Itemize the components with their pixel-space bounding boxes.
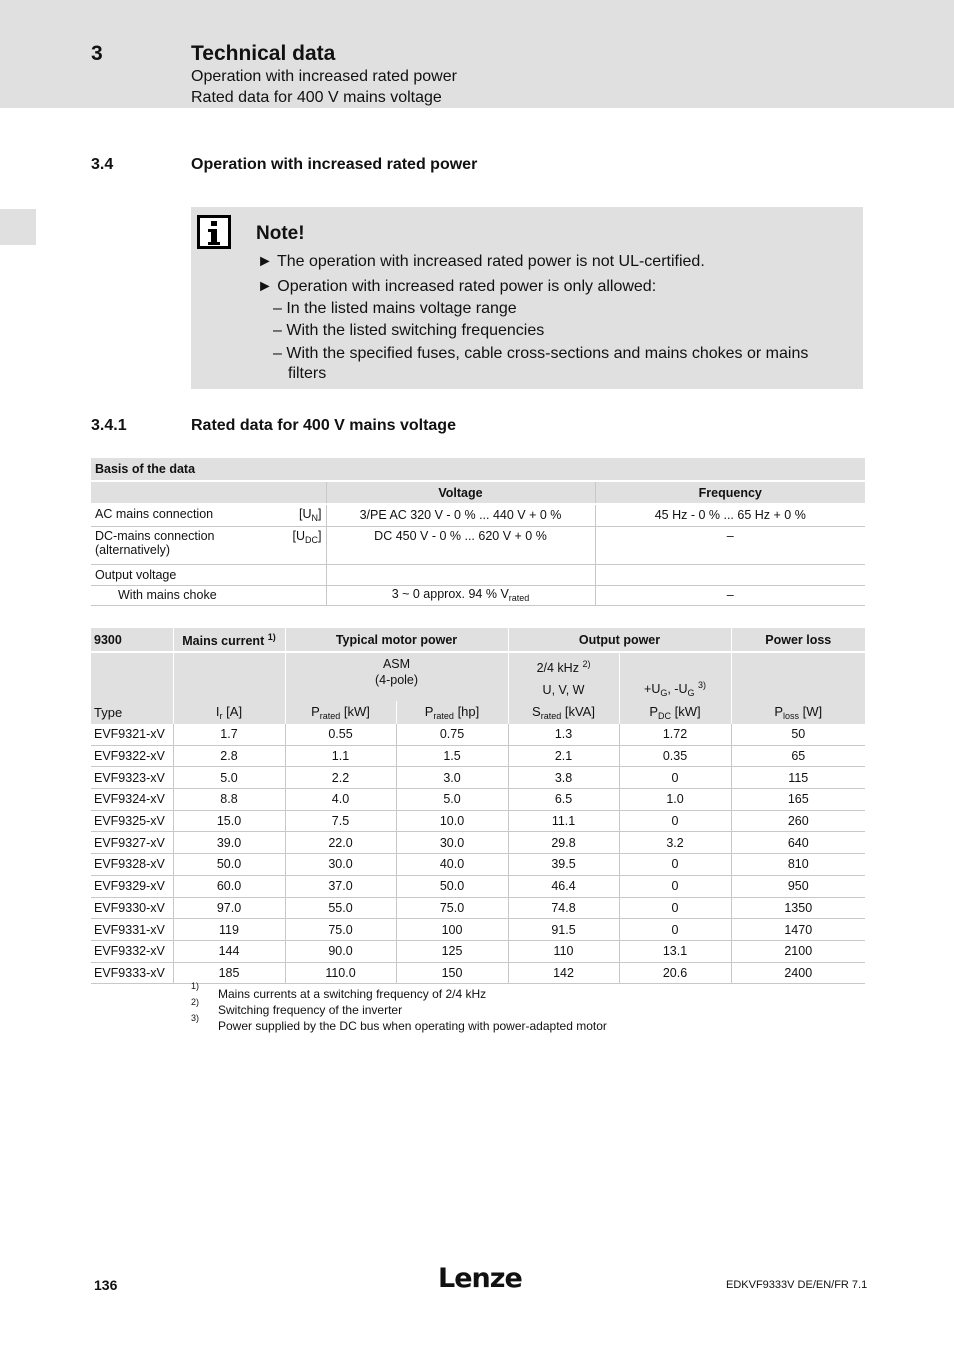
table-row: [91, 940, 865, 962]
col-voltage: Voltage: [326, 481, 595, 504]
subsection-number: 3.4.1: [91, 417, 127, 434]
type-cell: EVF9323-xV: [91, 767, 173, 789]
header-typical-motor-power: Typical motor power: [285, 628, 508, 652]
khz-label: 2/4 kHz: [536, 661, 579, 675]
value-cell: 640: [731, 832, 865, 854]
unit-s-kva: $S_{rated}$ [kVA]: [508, 701, 619, 724]
side-tab-marker: [0, 209, 36, 245]
value-cell: 142: [508, 962, 619, 984]
value-cell: 0: [619, 875, 731, 897]
table-row: [91, 832, 865, 854]
value-cell: 55.0: [285, 897, 396, 919]
type-cell: EVF9332-xV: [91, 940, 173, 962]
chapter-title: Technical data: [191, 42, 336, 65]
value-cell: 30.0: [285, 854, 396, 876]
type-cell: EVF9325-xV: [91, 810, 173, 832]
section-title: Operation with increased rated power: [191, 156, 478, 173]
page-number: 136: [94, 1277, 118, 1293]
value-cell: 75.0: [285, 919, 396, 941]
unit-ir: $I_r$ [A]: [173, 701, 285, 724]
value-cell: 110.0: [285, 962, 396, 984]
value-cell: 185: [173, 962, 285, 984]
value-cell: 65: [731, 745, 865, 767]
value-cell: 810: [731, 854, 865, 876]
value-cell: 8.8: [173, 789, 285, 811]
type-cell: EVF9328-xV: [91, 854, 173, 876]
value-cell: 75.0: [396, 897, 508, 919]
value-cell: 5.0: [396, 789, 508, 811]
unit-pdc: $P_{DC}$ [kW]: [619, 701, 731, 724]
note-bullet: ► The operation with increased rated power is not UL-certified.: [257, 253, 705, 270]
ac-label-cell: AC mains connection $[U_N]$: [91, 504, 326, 526]
dc-label-cell: $[U_{DC}]$ DC-mains connection (alternatively): [91, 526, 326, 564]
value-cell: 110: [508, 940, 619, 962]
table-row: [91, 897, 865, 919]
header-band: [0, 0, 954, 108]
ac-frequency: 45 Hz - 0 % ... 65 Hz + 0 %: [595, 504, 865, 526]
dc-label-1: DC-mains connection: [95, 528, 215, 543]
basis-title: Basis of the data: [91, 458, 865, 481]
value-cell: 91.5: [508, 919, 619, 941]
value-cell: 3.8: [508, 767, 619, 789]
value-cell: 0.35: [619, 745, 731, 767]
basis-table: [91, 458, 865, 606]
note-dash-item: – With the listed switching frequencies: [273, 322, 545, 339]
value-cell: 100: [396, 919, 508, 941]
type-cell: EVF9322-xV: [91, 745, 173, 767]
note-dash-item: – With the specified fuses, cable cross-sections and mains chokes or mains: [273, 345, 809, 362]
footnote-text: Mains currents at a switching frequency of 2/4 kHz: [218, 987, 487, 1001]
value-cell: 0.75: [396, 724, 508, 745]
document-id: EDKVF9333V DE/EN/FR 7.1: [726, 1279, 868, 1291]
footnote-mark: 1): [191, 981, 200, 991]
dc-symbol: U: [295, 528, 306, 543]
value-cell: 115: [731, 767, 865, 789]
value-cell: 6.5: [508, 789, 619, 811]
note-box: [191, 207, 863, 389]
value-cell: 40.0: [396, 854, 508, 876]
value-cell: 2100: [731, 940, 865, 962]
value-cell: 15.0: [173, 810, 285, 832]
type-cell: EVF9329-xV: [91, 875, 173, 897]
unit-type: Type: [91, 701, 173, 724]
ac-symbol: U: [302, 507, 312, 522]
value-cell: 2.2: [285, 767, 396, 789]
lenze-logo: Lenze: [438, 1263, 522, 1294]
dc-symbol-sub: DC: [305, 534, 319, 545]
footnote-text: Power supplied by the DC bus when operating with power-adapted motor: [218, 1019, 607, 1033]
output-uvw-cell: 2/4 kHz $^{2)}$ U, V, W: [508, 652, 619, 701]
col-frequency: Frequency: [595, 481, 865, 504]
value-cell: 50.0: [173, 854, 285, 876]
value-cell: 150: [396, 962, 508, 984]
type-cell: EVF9324-xV: [91, 789, 173, 811]
table-row: [91, 854, 865, 876]
table-row: [91, 919, 865, 941]
type-cell: EVF9321-xV: [91, 724, 173, 745]
rated-data-rows: [91, 724, 865, 984]
dc-label-2: (alternatively): [95, 542, 171, 557]
value-cell: 2400: [731, 962, 865, 984]
value-cell: 22.0: [285, 832, 396, 854]
choke-frequency: –: [595, 585, 865, 605]
table-row: [91, 789, 865, 811]
choke-voltage-sub: rated: [508, 593, 530, 603]
value-cell: 13.1: [619, 940, 731, 962]
value-cell: 50: [731, 724, 865, 745]
value-cell: 7.5: [285, 810, 396, 832]
value-cell: 50.0: [396, 875, 508, 897]
value-cell: 2.8: [173, 745, 285, 767]
note-dash-item-cont: filters: [288, 365, 327, 382]
value-cell: 2.1: [508, 745, 619, 767]
choke-voltage-cell: [326, 585, 595, 605]
choke-label: With mains choke: [91, 585, 326, 605]
type-cell: EVF9331-xV: [91, 919, 173, 941]
value-cell: 0: [619, 767, 731, 789]
value-cell: 0.55: [285, 724, 396, 745]
value-cell: 0: [619, 919, 731, 941]
value-cell: 10.0: [396, 810, 508, 832]
note-bullet: ► Operation with increased rated power is only allowed:: [257, 278, 657, 295]
asm-cell: [285, 652, 508, 701]
choke-voltage: 3 ~ 0 approx. 94 % V: [391, 587, 509, 601]
value-cell: 144: [173, 940, 285, 962]
value-cell: 1.3: [508, 724, 619, 745]
value-cell: 1.7: [173, 724, 285, 745]
table-row: [91, 875, 865, 897]
header-power-loss: Power loss: [731, 628, 865, 652]
output-dc-cell: $+U_G$, $-U_G$ $^{3)}$: [619, 652, 731, 701]
table-row: [91, 962, 865, 984]
value-cell: 3.0: [396, 767, 508, 789]
value-cell: 5.0: [173, 767, 285, 789]
dc-frequency: –: [595, 526, 865, 564]
value-cell: 1.0: [619, 789, 731, 811]
ac-symbol-sub: N: [311, 513, 319, 524]
value-cell: 0: [619, 854, 731, 876]
header-subtitle-2: Rated data for 400 V mains voltage: [191, 89, 442, 106]
value-cell: 1.72: [619, 724, 731, 745]
type-cell: EVF9330-xV: [91, 897, 173, 919]
table-row: [91, 745, 865, 767]
value-cell: 0: [619, 897, 731, 919]
value-cell: 4.0: [285, 789, 396, 811]
value-cell: 260: [731, 810, 865, 832]
asm-pole-label: (4-pole): [374, 673, 419, 687]
value-cell: 119: [173, 919, 285, 941]
table-row: [91, 767, 865, 789]
value-cell: 950: [731, 875, 865, 897]
header-mains-current: Mains current $^{1)}$: [173, 628, 285, 652]
value-cell: 37.0: [285, 875, 396, 897]
value-cell: 0: [619, 810, 731, 832]
value-cell: 74.8: [508, 897, 619, 919]
info-icon: [197, 215, 231, 249]
header-output-power: Output power: [508, 628, 731, 652]
note-title: Note!: [256, 223, 305, 244]
output-label: Output voltage: [91, 564, 326, 585]
value-cell: 11.1: [508, 810, 619, 832]
unit-p-kw: $P_{rated}$ [kW]: [285, 701, 396, 724]
unit-p-hp: $P_{rated}$ [hp]: [396, 701, 508, 724]
value-cell: 20.6: [619, 962, 731, 984]
footnote-text: Switching frequency of the inverter: [218, 1003, 403, 1017]
value-cell: 29.8: [508, 832, 619, 854]
value-cell: 1.1: [285, 745, 396, 767]
value-cell: 165: [731, 789, 865, 811]
table-row: [91, 810, 865, 832]
chapter-number: 3: [91, 42, 103, 65]
asm-label: ASM: [382, 657, 411, 671]
value-cell: 30.0: [396, 832, 508, 854]
rated-data-table: [91, 628, 865, 984]
value-cell: 1.5: [396, 745, 508, 767]
value-cell: 90.0: [285, 940, 396, 962]
ac-voltage: 3/PE AC 320 V - 0 % ... 440 V + 0 %: [326, 504, 595, 526]
table-row: [91, 724, 865, 745]
footnote-mark: 3): [191, 1013, 200, 1023]
value-cell: 125: [396, 940, 508, 962]
note-dash-item: – In the listed mains voltage range: [273, 300, 517, 317]
value-cell: 60.0: [173, 875, 285, 897]
subsection-title: Rated data for 400 V mains voltage: [191, 417, 456, 434]
header-9300: 9300: [91, 628, 173, 652]
type-cell: EVF9333-xV: [91, 962, 173, 984]
unit-ploss: $P_{loss}$ [W]: [731, 701, 865, 724]
value-cell: 46.4: [508, 875, 619, 897]
value-cell: 39.5: [508, 854, 619, 876]
header-subtitle-1: Operation with increased rated power: [191, 68, 457, 85]
value-cell: 1470: [731, 919, 865, 941]
value-cell: 97.0: [173, 897, 285, 919]
value-cell: 3.2: [619, 832, 731, 854]
value-cell: 1350: [731, 897, 865, 919]
section-number: 3.4: [91, 156, 114, 173]
value-cell: 39.0: [173, 832, 285, 854]
basis-header-blank: [91, 481, 326, 504]
dc-voltage: DC 450 V - 0 % ... 620 V + 0 %: [326, 526, 595, 564]
ac-label: AC mains connection: [95, 507, 214, 522]
type-cell: EVF9327-xV: [91, 832, 173, 854]
footnote-mark: 2): [191, 997, 200, 1007]
uvw-label: U, V, W: [542, 683, 585, 697]
